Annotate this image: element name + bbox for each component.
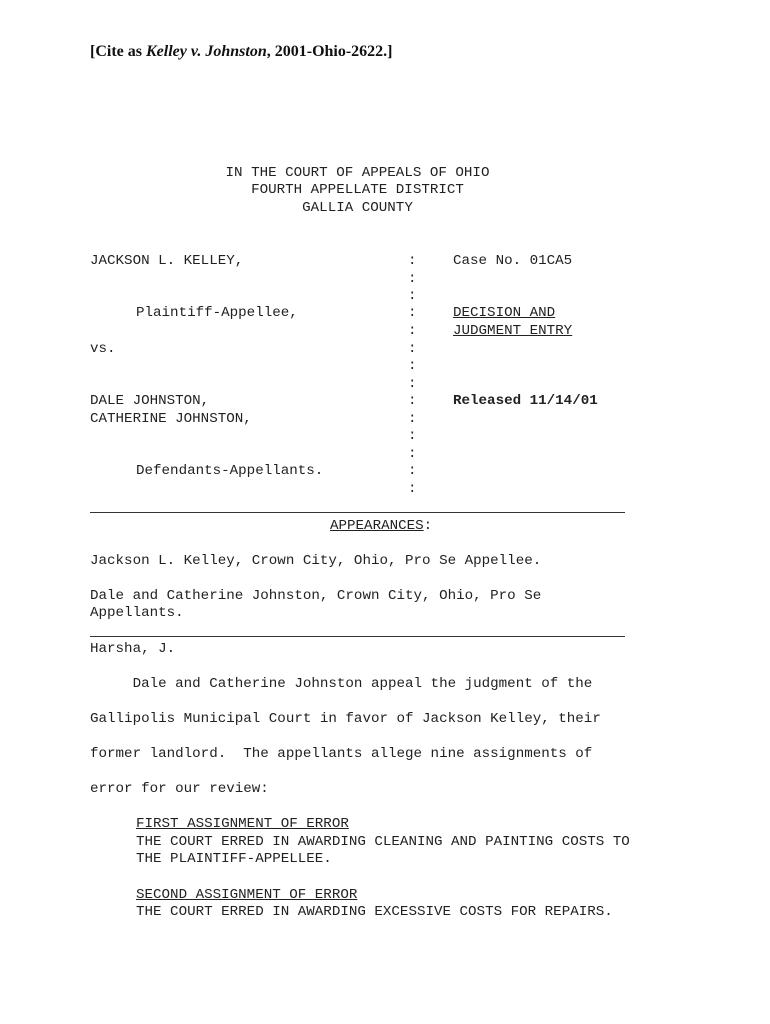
defendant-name-2: CATHERINE JOHNSTON,	[90, 411, 252, 427]
appellants-appearance-line1: Dale and Catherine Johnston, Crown City, Ohio, Pro Se	[90, 588, 542, 604]
opinion-author: Harsha, J.	[90, 641, 176, 657]
caption-colon: :	[408, 411, 417, 427]
opinion-paragraph-line: Dale and Catherine Johnston appeal the judgment of the	[90, 676, 593, 692]
release-date: Released 11/14/01	[453, 393, 598, 409]
caption-colon: :	[408, 358, 417, 374]
versus-label: vs.	[90, 341, 116, 357]
opinion-paragraph-line: former landlord. The appellants allege nine assignments of	[90, 746, 593, 762]
assignment-heading-second: SECOND ASSIGNMENT OF ERROR	[136, 887, 358, 903]
citation-suffix: , 2001-Ohio-2622.]	[266, 43, 393, 60]
citation-prefix: [Cite as	[90, 43, 146, 60]
defendant-role: Defendants-Appellants.	[136, 463, 324, 479]
plaintiff-role: Plaintiff-Appellee,	[136, 305, 298, 321]
caption-colon: :	[408, 253, 417, 269]
opinion-paragraph-line: error for our review:	[90, 781, 269, 797]
decision-title-line1: DECISION AND	[453, 305, 556, 321]
caption-colon: :	[408, 376, 417, 392]
court-county: GALLIA COUNTY	[302, 200, 413, 216]
caption-colon: :	[408, 288, 417, 304]
assignment-heading-first: FIRST ASSIGNMENT OF ERROR	[136, 816, 349, 832]
caption-colon: :	[408, 323, 417, 339]
divider-top	[90, 512, 625, 513]
citation-case-name: Kelley v. Johnston	[145, 43, 267, 60]
plaintiff-name: JACKSON L. KELLEY,	[90, 253, 244, 269]
opinion-paragraph-line: Gallipolis Municipal Court in favor of Jackson Kelley, their	[90, 711, 601, 727]
caption-colon: :	[408, 446, 417, 462]
caption-colon: :	[408, 481, 417, 497]
court-name: IN THE COURT OF APPEALS OF OHIO	[225, 165, 490, 181]
decision-title-line2: JUDGMENT ENTRY	[453, 323, 573, 339]
court-district: FOURTH APPELLATE DISTRICT	[251, 182, 464, 198]
caption-colon: :	[408, 463, 417, 479]
caption-colon: :	[408, 341, 417, 357]
citation-header	[90, 43, 393, 61]
assignment-text-first-line2: THE PLAINTIFF-APPELLEE.	[136, 851, 332, 867]
appearances-heading-colon: :	[423, 518, 433, 534]
appearances-heading-text: APPEARANCES	[330, 518, 424, 534]
appearances-heading	[330, 518, 432, 535]
assignment-text-first-line1: THE COURT ERRED IN AWARDING CLEANING AND PAINTING COSTS TO	[136, 834, 630, 850]
defendant-name-1: DALE JOHNSTON,	[90, 393, 210, 409]
divider-bottom	[90, 636, 625, 637]
appellee-appearance: Jackson L. Kelley, Crown City, Ohio, Pro Se Appellee.	[90, 553, 542, 569]
caption-colon: :	[408, 305, 417, 321]
caption-colon: :	[408, 271, 417, 287]
caption-colon: :	[408, 393, 417, 409]
appellants-appearance-line2: Appellants.	[90, 605, 184, 621]
caption-colon: :	[408, 428, 417, 444]
case-number: Case No. 01CA5	[453, 253, 573, 269]
assignment-text-second-line1: THE COURT ERRED IN AWARDING EXCESSIVE COSTS FOR REPAIRS.	[136, 904, 613, 920]
